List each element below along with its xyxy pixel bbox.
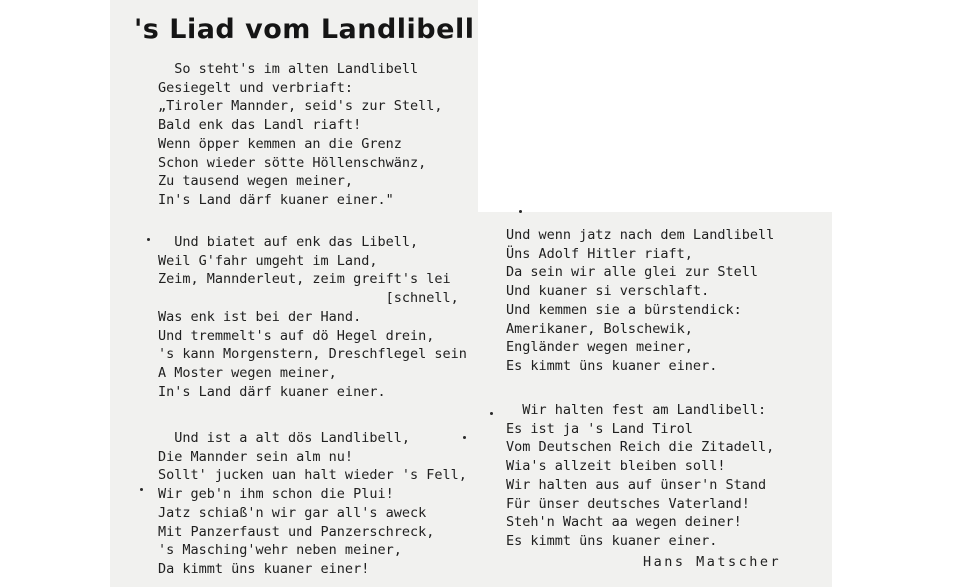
stanza-line: Und biatet auf enk das Libell, <box>158 234 419 250</box>
stanza-line: Wir halten fest am Landlibell: <box>506 402 767 418</box>
stanza-line: Und ist a alt dös Landlibell, <box>158 430 410 446</box>
stanza-line: A Moster wegen meiner, <box>158 364 337 381</box>
stanza-line: Es ist ja 's Land Tirol <box>506 420 693 437</box>
stanza-line: So steht's im alten Landlibell <box>158 61 419 77</box>
author-signature: Hans Matscher <box>643 554 782 570</box>
stanza-line: Für ünser deutsches Vaterland! <box>506 495 750 512</box>
stanza-5 <box>506 401 774 551</box>
stanza-line: Und kuaner si verschlaft. <box>506 283 710 300</box>
stanza-2 <box>158 233 467 401</box>
stanza-line: Üns Adolf Hitler riaft, <box>506 245 693 262</box>
stanza-line: Mit Panzerfaust und Panzerschreck, <box>158 523 435 540</box>
stanza-line: Amerikaner, Bolschewik, <box>506 320 693 337</box>
print-speck <box>140 488 143 491</box>
stanza-line: Da sein wir alle glei zur Stell <box>506 264 758 281</box>
stanza-line: Vom Deutschen Reich die Zitadell, <box>506 439 775 456</box>
stanza-line: [schnell, <box>158 290 459 307</box>
stanza-4 <box>506 226 774 376</box>
stanza-line: In's Land därf kuaner einer." <box>158 191 394 208</box>
print-speck <box>490 412 493 415</box>
stanza-line: „Tiroler Mannder, seid's zur Stell, <box>158 98 443 115</box>
stanza-line: Wir halten aus auf ünser'n Stand <box>506 476 767 493</box>
stanza-line: Was enk ist bei der Hand. <box>158 308 362 325</box>
stanza-line: Weil G'fahr umgeht im Land, <box>158 252 378 269</box>
stanza-line: Die Mannder sein alm nu! <box>158 448 354 465</box>
stanza-line: Engländer wegen meiner, <box>506 339 693 356</box>
stanza-line: Schon wieder sötte Höllenschwänz, <box>158 154 427 171</box>
print-speck <box>519 210 522 213</box>
stanza-line: Gesiegelt und verbriaft: <box>158 79 354 96</box>
stanza-line: In's Land därf kuaner einer. <box>158 383 386 400</box>
clipping-cutout <box>478 0 834 212</box>
stanza-line: 's Masching'wehr neben meiner, <box>158 542 402 559</box>
stanza-line: Und kemmen sie a bürstendick: <box>506 301 742 318</box>
stanza-line: Da kimmt üns kuaner einer! <box>158 560 370 577</box>
stanza-line: Wir geb'n ihm schon die Plui! <box>158 486 394 503</box>
print-speck <box>463 436 466 439</box>
stanza-line: Und tremmelt's auf dö Hegel drein, <box>158 327 435 344</box>
stanza-line: Zeim, Mannderleut, zeim greift's lei <box>158 271 451 288</box>
stanza-line: Zu tausend wegen meiner, <box>158 173 354 190</box>
stanza-line: Es kimmt üns kuaner einer. <box>506 357 718 374</box>
stanza-line: Jatz schiaß'n wir gar all's aweck <box>158 504 427 521</box>
stanza-1 <box>158 60 442 210</box>
stanza-line: Es kimmt üns kuaner einer. <box>506 532 718 549</box>
poem-title: 's Liad vom Landlibell <box>134 14 475 45</box>
stanza-line: Und wenn jatz nach dem Landlibell <box>506 227 775 243</box>
stanza-line: Wenn öpper kemmen an die Grenz <box>158 135 402 152</box>
stanza-line: Sollt' jucken uan halt wieder 's Fell, <box>158 467 467 484</box>
stanza-line: Wia's allzeit bleiben soll! <box>506 458 726 475</box>
stanza-line: Steh'n Wacht aa wegen deiner! <box>506 514 742 531</box>
stanza-line: Bald enk das Landl riaft! <box>158 117 362 134</box>
print-speck <box>147 238 150 241</box>
stanza-line: 's kann Morgenstern, Dreschflegel sein <box>158 346 467 363</box>
stanza-3 <box>158 429 467 579</box>
